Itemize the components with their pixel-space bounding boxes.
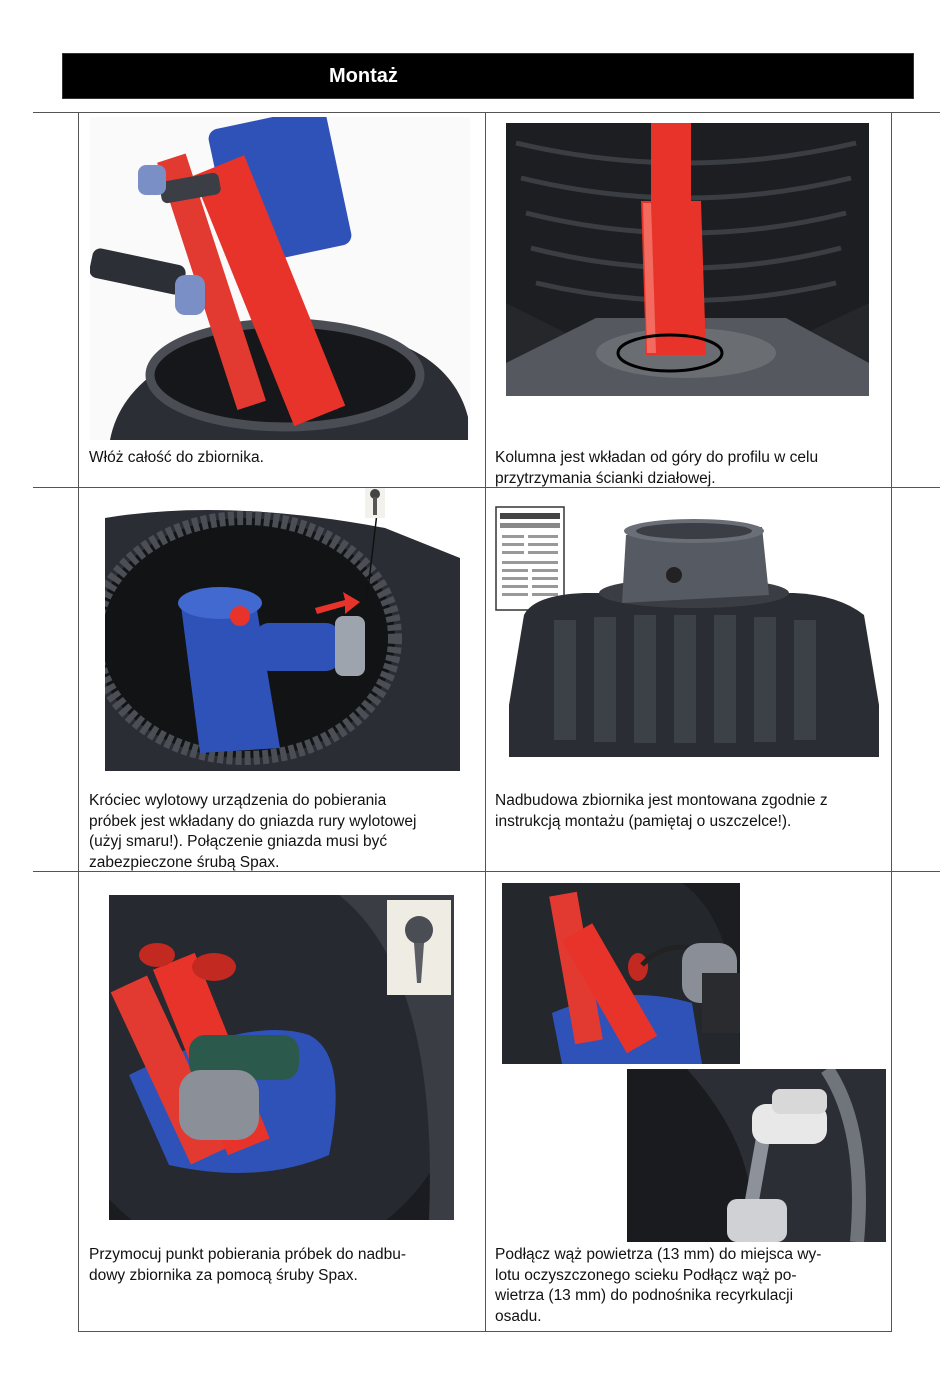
caption-line: przytrzymania ścianki działowej. <box>495 469 716 487</box>
caption-line: Nadbudowa zbiornika jest montowana zgodnie z <box>495 792 828 809</box>
caption-line: osadu. <box>495 1307 542 1325</box>
photo-insert-unit <box>90 117 470 440</box>
caption-line: lotu oczyszczonego scieku Podłącz wąż po- <box>495 1266 797 1284</box>
photo-fix-sampling-point <box>109 895 454 1220</box>
caption-line: próbek jest wkładany do gniazda rury wylotowej <box>89 812 417 830</box>
caption-line: Kolumna jest wkładan od góry do profilu w celu <box>495 449 819 466</box>
step-2-caption <box>495 448 818 489</box>
table-col-left <box>78 112 79 1332</box>
section-header <box>62 53 914 99</box>
caption-line: Króciec wylotowy urządzenia do pobierania <box>89 792 387 809</box>
caption-line: dowy zbiornika za pomocą śruby Spax. <box>89 1266 358 1284</box>
section-title: Montaż <box>329 65 398 87</box>
photo-air-hose-outlet <box>502 883 740 1064</box>
step-5-caption <box>89 1245 406 1286</box>
screw-icon-small <box>365 488 385 518</box>
step-4-caption <box>495 791 828 832</box>
caption-line: instrukcją montażu (pamiętaj o uszczelce!). <box>495 812 792 830</box>
caption-line: zabezpieczone śrubą Spax. <box>89 853 280 871</box>
table-col-mid <box>485 112 486 1332</box>
photo-outlet-socket <box>105 488 460 771</box>
step-3-caption <box>89 791 416 873</box>
caption-line: (użyj smaru!). Połączenie gniazda musi być <box>89 833 388 850</box>
table-col-right <box>891 112 892 1332</box>
step-1-caption <box>89 448 264 469</box>
photo-air-hose-lift <box>627 1069 886 1242</box>
caption-line: wietrza (13 mm) do podnośnika recyrkulacji <box>495 1287 794 1304</box>
caption-line: Włóż całość do zbiornika. <box>89 449 264 466</box>
caption-line: Przymocuj punkt pobierania próbek do nadbu- <box>89 1246 407 1263</box>
caption-line: Podłącz wąż powietrza (13 mm) do miejsca wy- <box>495 1246 822 1263</box>
table-rule-top <box>33 112 940 113</box>
step-6-caption <box>495 1245 821 1327</box>
photo-tank-riser <box>494 505 879 757</box>
photo-column-profile <box>506 123 869 396</box>
